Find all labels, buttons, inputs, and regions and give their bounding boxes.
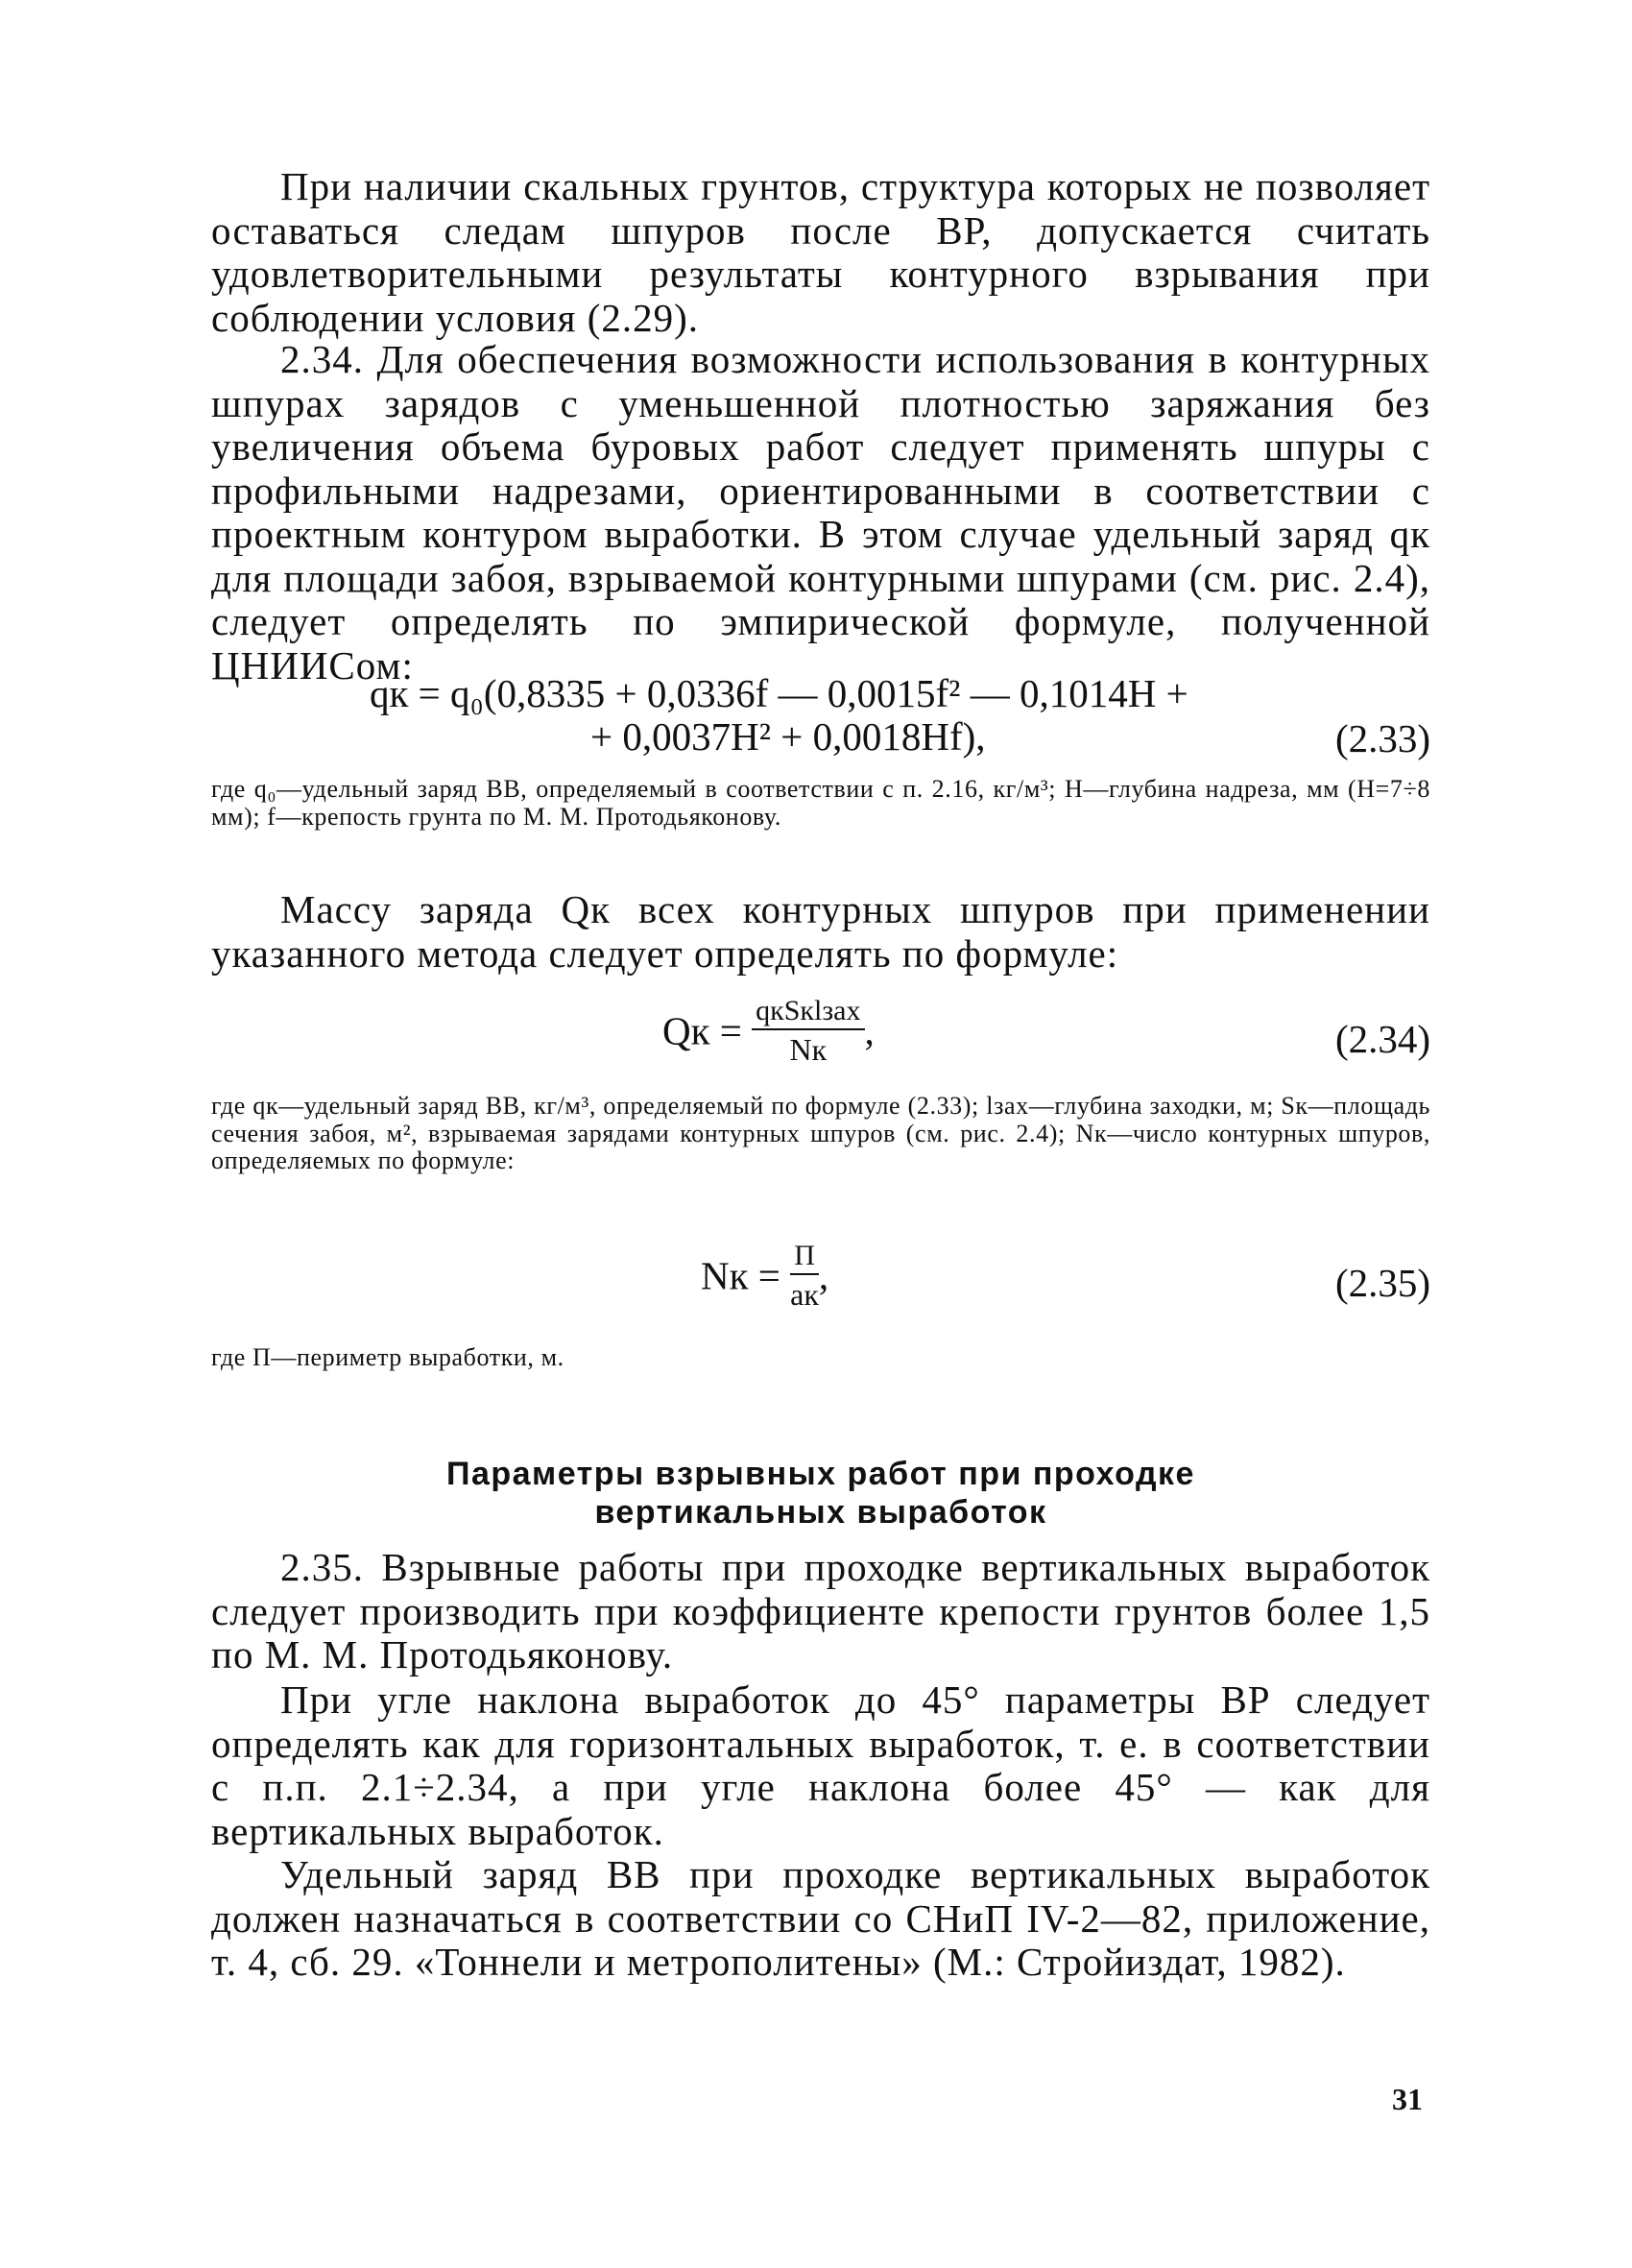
- paragraph-specific-charge: Удельный заряд ВВ при проходке вертикальных выработок должен назначаться в соответствии со СНиП IV-2—82, приложение, т. 4, сб. 29. «Тоннели и метрополитены» (М.: Стройиздат, 1982).: [211, 1852, 1430, 1984]
- note-formula-2-35: где П—периметр выработки, м.: [211, 1343, 564, 1371]
- section-heading-line-2: вертикальных выработок: [594, 1494, 1047, 1531]
- section-heading-line-1: Параметры взрывных работ при проходке: [446, 1456, 1195, 1492]
- paragraph-charge-mass: Массу заряда Qк всех контурных шпуров при применении указанного метода следует определять по формуле:: [211, 887, 1430, 976]
- section-heading: [211, 1455, 1430, 1532]
- equation-number-2-34: (2.34): [1334, 1017, 1430, 1061]
- formula-2-34-lhs: Qк =: [662, 1008, 742, 1053]
- formula-2-34-numerator: qкSкlзах: [752, 994, 864, 1030]
- formula-2-33-line-1: qк = q₀(0,8335 + 0,0336f — 0,0015f² — 0,1014H +: [370, 671, 1188, 715]
- paragraph-2-34: 2.34. Для обеспечения возможности использования в контурных шпурах зарядов с уменьшенной плотностью заряжания без увеличения объема буровых работ следует применять шпуры с профильными надрезами, ориентированными в соответствии с проектным контуром выработки. В этом случае удельный заряд qк для площади забоя, взрываемой контурными шпурами (см. рис. 2.4), следует определять по эмпирической формуле, полученной ЦНИИСом:: [211, 337, 1430, 688]
- paragraph-inclination-angle: При угле наклона выработок до 45° параметры ВР следует определять как для горизонтальных выработок, т. е. в соответствии с п.п. 2.1÷2.34, а при угле наклона более 45° — как для вертикальных выработок.: [211, 1677, 1430, 1853]
- formula-2-35-numerator: П: [790, 1239, 819, 1275]
- paragraph-contour-blasting-condition: При наличии скальных грунтов, структура которых не позволяет оставаться следам шпуров после ВР, допускается считать удовлетворительными результаты контурного взрывания при соблюдении условия (2.29).: [211, 164, 1430, 340]
- formula-2-33-line-2: + 0,0037H² + 0,0018Hf),: [590, 714, 986, 759]
- formula-2-34-fraction: [752, 994, 864, 1069]
- note-formula-2-34: где qк—удельный заряд ВВ, кг/м³, определяемый по формуле (2.33); lзах—глубина заходки, м; Sк—площадь сечения забоя, м², взрываемая зарядами контурных шпуров (см. рис. 2.4); Nк—число контурных шпуров, определяемых по формуле:: [211, 1092, 1430, 1174]
- page-number: 31: [1392, 2082, 1423, 2116]
- formula-2-35: Nк = $\frac{П}{aк}$ , (2.35): [701, 1240, 1430, 1312]
- formula-2-34-denominator: Nк: [789, 1032, 828, 1067]
- note-formula-2-33: где q₀—удельный заряд ВВ, определяемый в соответствии с п. 2.16, кг/м³; H—глубина надреза, мм (H=7÷8 мм); f—крепость грунта по М. М. Протодьяконову.: [211, 775, 1430, 831]
- formula-2-34: Qк = $\frac{\text{qкSкlзах}}{Nк}$ , (2.34): [662, 995, 1430, 1067]
- equation-number-2-33: (2.33): [1334, 716, 1430, 760]
- paragraph-2-35: 2.35. Взрывные работы при проходке вертикальных выработок следует производить при коэффициенте крепости грунтов более 1,5 по М. М. Протодьяконову.: [211, 1545, 1430, 1677]
- formula-2-35-denominator: aк: [790, 1277, 819, 1312]
- formula-2-35-fraction: [790, 1239, 819, 1314]
- equation-number-2-35: (2.35): [1334, 1261, 1430, 1305]
- formula-2-35-lhs: Nк =: [701, 1253, 780, 1298]
- formula-2-33: [211, 672, 1430, 763]
